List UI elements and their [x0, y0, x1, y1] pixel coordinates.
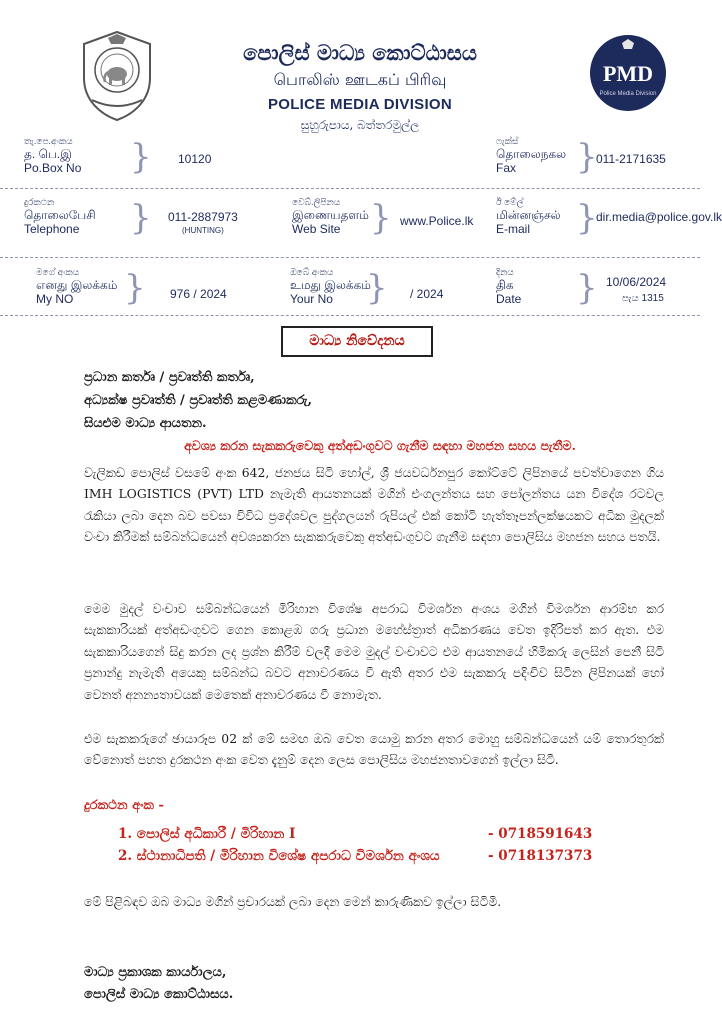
brace-icon: } [124, 268, 146, 308]
telephone-value: 011-2887973 [168, 210, 238, 224]
brace-icon: } [130, 137, 152, 177]
paragraph-3: එම සැකකරුගේ ඡායාරූප 02 ක් මේ සමඟ ඔබ වෙත යොමු කරන අතර මොහු සම්බන්ධයෙන් යම් තොරතුරක් වේනොත් පහත දුරකථන අංක වෙත දැනුම් දෙන ලෙස පොලිසිය මහජනතාවගෙන් ඉල්ලා සිටී. [84, 731, 664, 768]
police-emblem-logo [78, 30, 156, 122]
time-value: පැය 1315 [622, 293, 664, 304]
contact-label: 2. ස්ථානාධිපති / මිරිහාන විශේෂ අපරාධ විමර්ශන අංශය [118, 848, 440, 864]
signature-block [84, 962, 233, 1006]
addressee-line: සියළුම මාධ්‍ය ආයතන. [84, 416, 207, 431]
your-no-label: ඔබේ අංකය உமது இலக்கம் Your No [290, 267, 371, 307]
info-divider [0, 315, 700, 316]
pmd-logo [588, 33, 668, 113]
contact-row [118, 826, 618, 842]
pmd-logo-subtext: Police Media Division [599, 91, 657, 97]
contact-number[interactable]: - 0718137373 [488, 848, 593, 864]
info-divider [0, 257, 700, 258]
brace-icon: } [366, 268, 388, 308]
signature-line: මාධ්‍ය ප්‍රකාශක කාර්යාලය, [84, 965, 227, 980]
email-link[interactable]: dir.media@police.gov.lk [596, 210, 722, 224]
phone-numbers-heading: දුරකථන අංක - [84, 798, 164, 813]
subject-line: අවශ්‍ය කරන සැකකරුවෙකු අත්අඩංගුවට ගැනීම සඳහා මහජන සහය පැතීම. [184, 438, 576, 453]
pobox-label: තැ.පෙ.අංකය த. பெ.இ Po.Box No [24, 136, 82, 176]
my-no-label: මගේ අංකය எனது இலக்கம் My NO [36, 267, 118, 307]
pobox-value: 10120 [178, 152, 212, 166]
fax-label: ෆැක්ස් தொலைநகல Fax [496, 136, 567, 176]
brace-icon: } [576, 268, 598, 308]
date-label: දිනය திக Date [496, 267, 522, 307]
telephone-hunting-note: (HUNTING) [182, 226, 224, 235]
title-sinhala: පොලිස් මාධ්‍ය කොට්ඨාසය [243, 40, 477, 65]
info-divider [0, 188, 700, 189]
office-address: සුහුරුපාය, බත්තරමුල්ල [300, 118, 420, 132]
brace-icon: } [130, 198, 152, 238]
contact-label: 1. පොලිස් අධිකාරී / මිරිහාන I [118, 826, 296, 842]
signature-line: පොලිස් මාධ්‍ය කොට්ඨාසය. [84, 987, 234, 1002]
website-label: වෙබ්.ලිපිනය இணையதளம் Web Site [292, 197, 369, 237]
brace-icon: } [576, 198, 598, 238]
addressee-line: අධ්‍යක්ෂ ප්‍රවෘත්ති / ප්‍රවෘත්ති කළමණාකරු, [84, 393, 313, 408]
email-label: ඊ මේල් மின்னஞ்சல் E-mail [496, 197, 561, 237]
addressee-block [84, 366, 312, 435]
date-value: 10/06/2024 [606, 275, 667, 289]
fax-value: 011-2171635 [596, 152, 666, 166]
your-no-value: / 2024 [410, 287, 444, 301]
brace-icon: } [370, 198, 392, 238]
paragraph-2: මෙම මුදල් වංචාව සම්බන්ධයෙන් මිරිහාන විශේෂ අපරාධ විමර්ශන අංශය මගින් විමර්ශන ආරම්භ කර සැකකාරියක් අත්අඩංගුවට ගෙන කොළඹ ගරු ප්‍රධාන මහේස්ත්‍රාත් අධිකරණය වෙත ඉදිරිපත් කර ඇත. එම සැකකාරියගෙන් සිදු කරන ලද ප්‍රශ්න කිරීම් වලදී මෙම මුදල් වංචාවට එම ආයතනයේ හිමිකරු ලෙසින් පෙනී සිටි ප්‍රනාන්දු නැමැති අයෙකු සම්බන්ධ බවට අනාවරණය වී ඇති අතර එම සැකකරු පදිංචිව සිටින ලිපිනයක් හෝ වෙනත් අනන්‍යතාවයක් මෙතෙක් අනාවරණය වී නොමැත. [84, 601, 664, 702]
my-no-value: 976 / 2024 [170, 287, 227, 301]
closing-request: මේ පිළිබඳව ඔබ මාධ්‍ය මගින් ප්‍රචාරයක් ලබා දෙන මෙන් කාරුණිකව ඉල්ලා සිටිමි. [84, 894, 502, 909]
addressee-line: ප්‍රධාන කර්තෘ / ප්‍රවෘත්ති කර්තෘ, [84, 370, 255, 385]
pmd-logo-text: PMD [602, 61, 654, 86]
telephone-label: දුරකථන தொலைபேசி Telephone [24, 197, 96, 237]
title-english: POLICE MEDIA DIVISION [267, 96, 453, 113]
website-link[interactable]: www.Police.lk [400, 214, 474, 228]
contact-row [118, 848, 618, 864]
paragraph-1: වැලිකඩ පොලිස් වසමේ අංක 642, ජනජය සිටි හෝල්, ශ්‍රී ජයවර්ධනපුර කෝට්ටේ ලිපිනයේ පවත්වාගෙන ගිය IMH LOGISTICS (PVT) LTD නැමැති ආයතනයක් මගින් එංගලන්තය සහ පෝලන්තය යන විදේශ රටවල රැකියා ලබා දෙන බව පවසා විවිධ ප්‍රදේශවල පුද්ගලයන් රුපියල් එක් කෝටි හැත්තෑපන්ලක්ෂයකට අධික මුදලක් වංචා කිරීමක් සම්බන්ධයෙන් අවශ්‍යකරන සැකකරුවෙකු අත්අඩංගුවට ගැනීම සඳහා පොලිසිය මහජන සහය පතයි. [84, 465, 664, 545]
contact-number[interactable]: - 0718591643 [488, 826, 593, 842]
media-release-title: මාධ්‍ය නිවේදනය [281, 326, 433, 357]
brace-icon: } [576, 137, 598, 177]
title-tamil: பொலிஸ் ஊடகப் பிரிவு [273, 70, 447, 89]
